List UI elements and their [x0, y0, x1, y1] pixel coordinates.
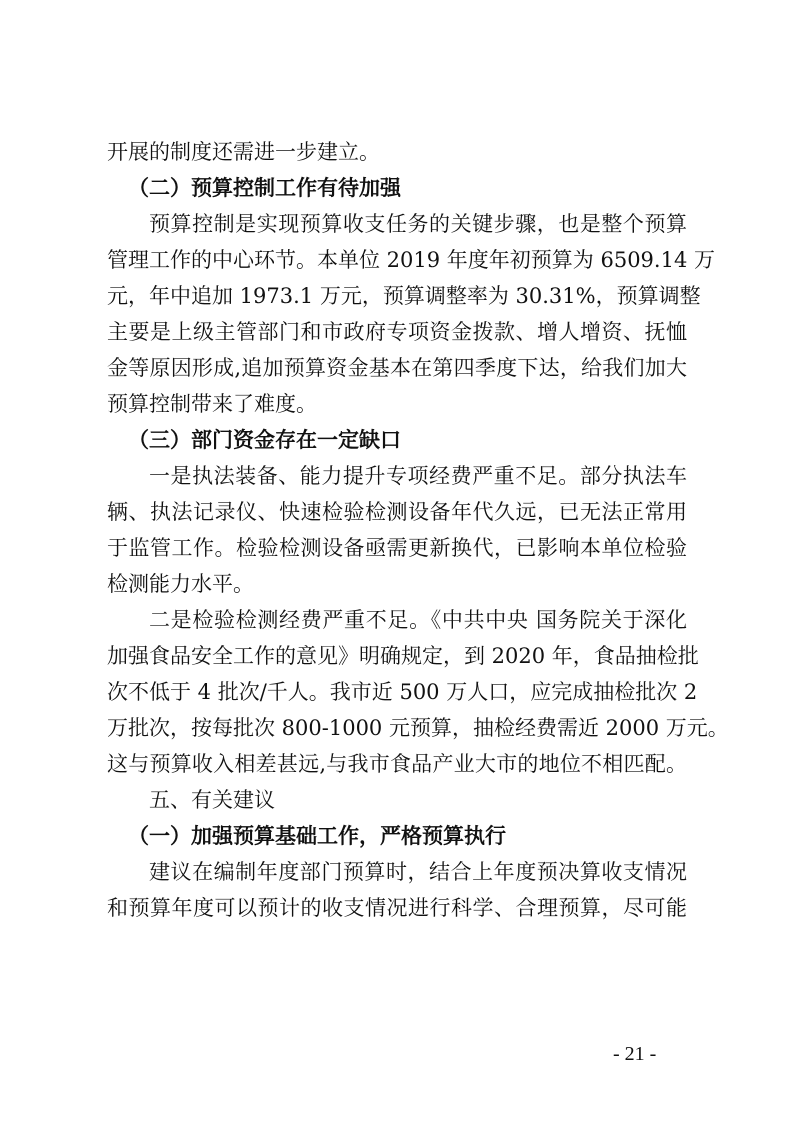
- paragraph-line: 开展的制度还需进一步建立。: [107, 140, 380, 164]
- paragraph-line: 建议在编制年度部门预算时，结合上年度预决算收支情况: [149, 860, 687, 884]
- paragraph-line: 加强食品安全工作的意见》明确规定，到 2020 年，食品抽检批: [107, 644, 699, 668]
- paragraph-line: 辆、执法记录仪、快速检验检测设备年代久远，已无法正常用: [107, 500, 687, 524]
- section-heading-5: 五、有关建议: [149, 788, 275, 812]
- paragraph-line: 预算控制是实现预算收支任务的关键步骤，也是整个预算: [149, 212, 687, 236]
- document-body: [107, 134, 729, 926]
- paragraph-line: 于监管工作。检验检测设备亟需更新换代，已影响本单位检验: [107, 536, 687, 560]
- section-heading-5-1: （一）加强预算基础工作，严格预算执行: [128, 824, 506, 848]
- paragraph-line: 管理工作的中心环节。本单位 2019 年度年初预算为 6509.14 万: [107, 248, 715, 272]
- paragraph-line: 和预算年度可以预计的收支情况进行科学、合理预算，尽可能: [107, 896, 687, 920]
- paragraph-line: 万批次，按每批次 800-1000 元预算，抽检经费需近 2000 万元。: [107, 716, 729, 740]
- paragraph-line: 这与预算收入相差甚远,与我市食品产业大市的地位不相匹配。: [107, 752, 687, 776]
- paragraph-line: 主要是上级主管部门和市政府专项资金拨款、增人增资、抚恤: [107, 320, 687, 344]
- paragraph-line: 二是检验检测经费严重不足。《中共中央 国务院关于深化: [149, 608, 687, 632]
- paragraph-line: 金等原因形成,追加预算资金基本在第四季度下达，给我们加大: [107, 356, 687, 380]
- paragraph-line: 一是执法装备、能力提升专项经费严重不足。部分执法车: [149, 464, 687, 488]
- paragraph-line: 次不低于 4 批次/千人。我市近 500 万人口，应完成抽检批次 2: [107, 680, 698, 704]
- paragraph-line: 检测能力水平。: [107, 572, 254, 596]
- section-heading-2: （二）预算控制工作有待加强: [128, 176, 401, 200]
- page-number: - 21 -: [613, 1043, 657, 1065]
- section-heading-3: （三）部门资金存在一定缺口: [128, 428, 401, 452]
- paragraph-line: 预算控制带来了难度。: [107, 392, 317, 416]
- paragraph-line: 元，年中追加 1973.1 万元，预算调整率为 30.31%，预算调整: [107, 284, 701, 308]
